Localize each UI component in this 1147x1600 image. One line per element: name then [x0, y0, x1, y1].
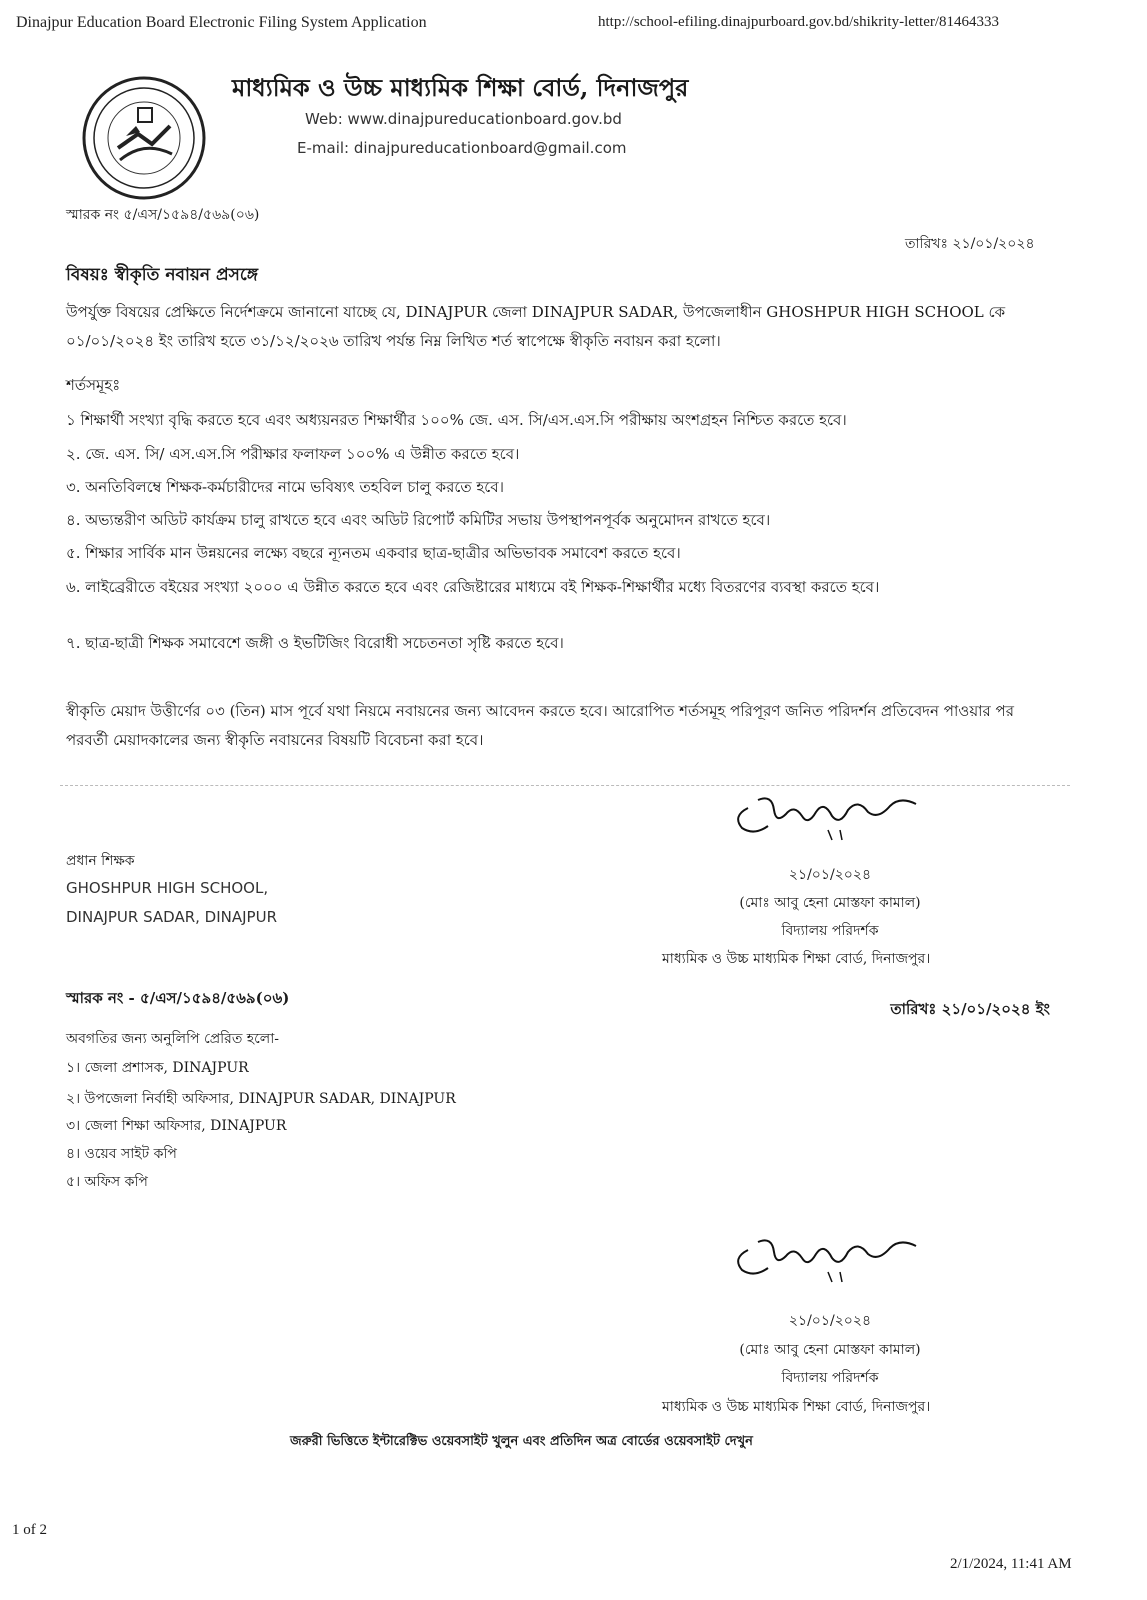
copy-item: ৫। অফিস কপি [66, 1174, 148, 1190]
signatory-name: (মোঃ আবু হেনা মোস্তফা কামাল) [739, 895, 921, 911]
intro-paragraph: উপর্যুক্ত বিষয়ের প্রেক্ষিতে নির্দেশক্রমে জানানো যাচ্ছে যে, DINAJPUR জেলা DINAJPUR SADAR, উপজেলাধীন GHOSHPUR HIGH SCHOOL কে ০১/০১/২০২৪ ইং তারিখ হতে ৩১/১২/২০২৬ তারিখ পর্যন্ত নিম্ন লিখিত শর্ত স্বাপেক্ষে স্বীকৃতি নবায়ন করা হলো। [66, 303, 1006, 350]
memo-number-top: স্মারক নং ৫/এস/১৫৯৪/৫৬৯(০৬) [66, 207, 260, 223]
signatory-office: মাধ্যমিক ও উচ্চ মাধ্যমিক শিক্ষা বোর্ড, দিনাজপুর। [662, 1399, 931, 1415]
signature-image [728, 1228, 928, 1284]
condition-item: ৪. অভ্যন্তরীণ অডিট কার্যক্রম চালু রাখতে হবে এবং অডিট রিপোর্ট কমিটির সভায় উপস্থাপনপূর্বক অনুমোদন রাখতে হবে। [66, 511, 771, 529]
recipient-line1: GHOSHPUR HIGH SCHOOL, [66, 879, 269, 897]
condition-item: ৫. শিক্ষার সার্বিক মান উন্নয়নের লক্ষ্যে বছরে ন্যূনতম একবার ছাত্র-ছাত্রীর অভিভাবক সমাবেশ করতে হবে। [66, 544, 681, 562]
print-header-url: http://school-efiling.dinajpurboard.gov.bd/shikrity-letter/81464333 [598, 14, 1000, 30]
copies-heading: অবগতির জন্য অনুলিপি প্রেরিত হলো- [66, 1031, 280, 1047]
copy-item: ২। উপজেলা নির্বাহী অফিসার, DINAJPUR SADAR, DINAJPUR [66, 1091, 456, 1107]
memo-number-bottom: স্মারক নং - ৫/এস/১৫৯৪/৫৬৯(০৬) [66, 989, 290, 1007]
copy-item: ৪। ওয়েব সাইট কপি [66, 1146, 177, 1162]
print-footer-timestamp: 2/1/2024, 11:41 AM [950, 1556, 1072, 1572]
condition-item: ৬. লাইব্রেরীতে বইয়ের সংখ্যা ২০০০ এ উন্নীত করতে হবে এবং রেজিষ্টারের মাধ্যমে বই শিক্ষক-শিক্ষার্থীর মধ্যে বিতরণের ব্যবস্থা করতে হবে। [66, 578, 880, 596]
signature-image [728, 786, 928, 842]
signatory-date: ২১/০১/২০২৪ [788, 867, 872, 883]
signatory-designation: বিদ্যালয় পরিদর্শক [781, 1370, 879, 1386]
print-header-title: Dinajpur Education Board Electronic Filing System Application [16, 14, 427, 31]
board-seal-logo [80, 74, 208, 202]
signatory-designation: বিদ্যালয় পরিদর্শক [781, 923, 879, 939]
recipient-title: প্রধান শিক্ষক [66, 853, 135, 869]
condition-item: ২. জে. এস. সি/ এস.এস.সি পরীক্ষার ফলাফল ১০০% এ উন্নীত করতে হবে। [66, 445, 520, 463]
copy-item: ৩। জেলা শিক্ষা অফিসার, DINAJPUR [66, 1118, 287, 1134]
closing-paragraph: স্বীকৃতি মেয়াদ উত্তীর্ণের ০৩ (তিন) মাস পূর্বে যথা নিয়মে নবায়নের জন্য আবেদন করতে হবে। আরোপিত শর্তসমূহ পরিপূরণ জনিত পরিদর্শন প্রতিবেদন পাওয়ার পর পরবর্তী মেয়াদকালের জন্য স্বীকৃতি নবায়নের বিষয়টি বিবেচনা করা হবে। [66, 702, 1014, 749]
signatory-name: (মোঃ আবু হেনা মোস্তফা কামাল) [739, 1342, 921, 1358]
condition-item: ৭. ছাত্র-ছাত্রী শিক্ষক সমাবেশে জঙ্গী ও ইভটিজিং বিরোধী সচেতনতা সৃষ্টি করতে হবে। [66, 634, 564, 652]
footer-note: জরুরী ভিত্তিতে ইন্টারেক্টিভ ওয়েবসাইট খুলুন এবং প্রতিদিন অত্র বোর্ডের ওয়েবসাইট দেখুন [290, 1434, 753, 1449]
date-top: তারিখঃ ২১/০১/২০২৪ [905, 236, 1035, 252]
board-name: মাধ্যমিক ও উচ্চ মাধ্যমিক শিক্ষা বোর্ড, দিনাজপুর [232, 73, 689, 102]
signatory-date: ২১/০১/২০২৪ [788, 1313, 872, 1329]
board-web: Web: www.dinajpureducationboard.gov.bd [305, 110, 622, 128]
condition-item: ৩. অনতিবিলম্বে শিক্ষক-কর্মচারীদের নামে ভবিষ্যৎ তহবিল চালু করতে হবে। [66, 478, 505, 496]
copy-item: ১। জেলা প্রশাসক, DINAJPUR [66, 1060, 249, 1076]
recipient-line2: DINAJPUR SADAR, DINAJPUR [66, 908, 277, 926]
board-email: E-mail: dinajpureducationboard@gmail.com [297, 139, 627, 157]
conditions-heading: শর্তসমূহঃ [66, 376, 121, 394]
date-bottom: তারিখঃ ২১/০১/২০২৪ ইং [890, 1000, 1050, 1018]
print-footer-page: 1 of 2 [12, 1522, 47, 1538]
subject-line: বিষয়ঃ স্বীকৃতি নবায়ন প্রসঙ্গে [66, 265, 258, 285]
condition-item: ১ শিক্ষার্থী সংখ্যা বৃদ্ধি করতে হবে এবং অধ্যয়নরত শিক্ষার্থীর ১০০% জে. এস. সি/এস.এস.সি পরীক্ষায় অংশগ্রহন নিশ্চিত করতে হবে। [66, 411, 847, 429]
signatory-office: মাধ্যমিক ও উচ্চ মাধ্যমিক শিক্ষা বোর্ড, দিনাজপুর। [662, 951, 931, 967]
